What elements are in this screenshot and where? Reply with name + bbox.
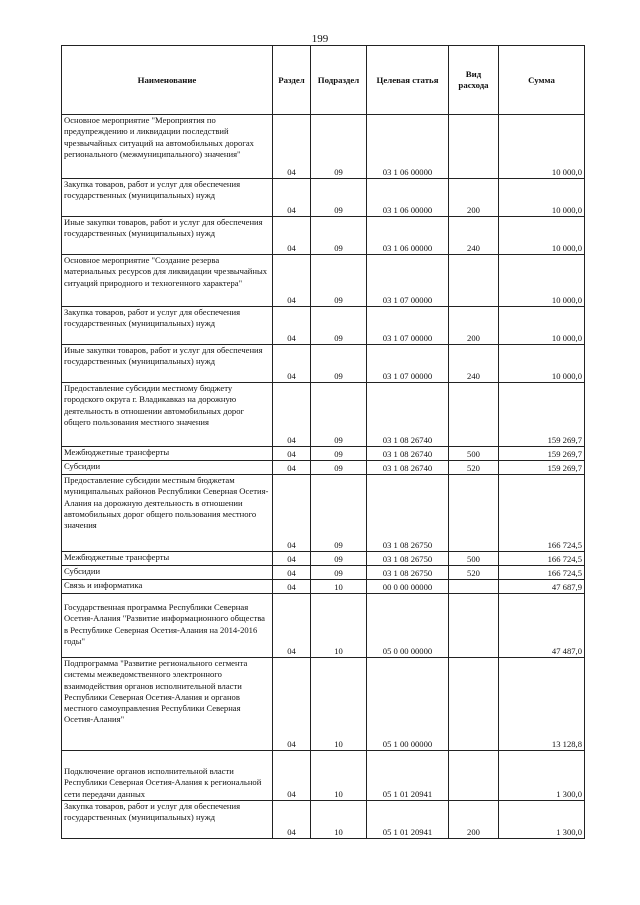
table-header-row bbox=[62, 46, 585, 115]
row-sum: 166 724,5 bbox=[499, 475, 585, 552]
row-type bbox=[449, 594, 499, 658]
row-subsection: 10 bbox=[311, 801, 367, 839]
row-subsection: 09 bbox=[311, 179, 367, 217]
row-section: 04 bbox=[273, 345, 311, 383]
row-name: Субсидии bbox=[62, 566, 273, 580]
row-name: Предоставление субсидии местным бюджетам муниципальных районов Республики Северная Осетия-Алания на дорожную деятельность в отношении автомобильных дорог общего пользования местного значения bbox=[62, 475, 273, 552]
row-subsection: 09 bbox=[311, 447, 367, 461]
row-target: 03 1 08 26740 bbox=[367, 383, 449, 447]
row-type bbox=[449, 751, 499, 801]
table-row bbox=[62, 658, 585, 751]
row-name: Субсидии bbox=[62, 461, 273, 475]
row-target: 03 1 06 00000 bbox=[367, 115, 449, 179]
row-subsection: 09 bbox=[311, 552, 367, 566]
row-type: 500 bbox=[449, 447, 499, 461]
row-sum: 10 000,0 bbox=[499, 179, 585, 217]
table-row bbox=[62, 801, 585, 839]
row-section: 04 bbox=[273, 255, 311, 307]
table-row bbox=[62, 255, 585, 307]
header-sum: Сумма bbox=[499, 46, 585, 115]
row-subsection: 09 bbox=[311, 475, 367, 552]
header-target: Целевая статья bbox=[367, 46, 449, 115]
row-sum: 166 724,5 bbox=[499, 552, 585, 566]
row-subsection: 09 bbox=[311, 307, 367, 345]
row-name: Закупка товаров, работ и услуг для обеспечения государственных (муниципальных) нужд bbox=[62, 179, 273, 217]
table-row bbox=[62, 580, 585, 594]
row-subsection: 10 bbox=[311, 594, 367, 658]
row-sum: 159 269,7 bbox=[499, 461, 585, 475]
row-section: 04 bbox=[273, 115, 311, 179]
row-type bbox=[449, 255, 499, 307]
table-row bbox=[62, 552, 585, 566]
row-subsection: 09 bbox=[311, 461, 367, 475]
row-subsection: 10 bbox=[311, 580, 367, 594]
row-type: 520 bbox=[449, 461, 499, 475]
row-target: 00 0 00 00000 bbox=[367, 580, 449, 594]
table-row bbox=[62, 475, 585, 552]
row-name: Межбюджетные трансферты bbox=[62, 447, 273, 461]
row-target: 03 1 08 26740 bbox=[367, 461, 449, 475]
row-target: 03 1 07 00000 bbox=[367, 255, 449, 307]
row-type bbox=[449, 475, 499, 552]
row-type bbox=[449, 383, 499, 447]
row-target: 03 1 08 26740 bbox=[367, 447, 449, 461]
row-target: 03 1 08 26750 bbox=[367, 552, 449, 566]
row-section: 04 bbox=[273, 552, 311, 566]
row-type: 240 bbox=[449, 217, 499, 255]
row-sum: 159 269,7 bbox=[499, 447, 585, 461]
row-subsection: 09 bbox=[311, 115, 367, 179]
row-target: 03 1 08 26750 bbox=[367, 566, 449, 580]
row-section: 04 bbox=[273, 594, 311, 658]
row-sum: 47 687,9 bbox=[499, 580, 585, 594]
header-section: Раздел bbox=[273, 46, 311, 115]
row-name: Предоставление субсидии местному бюджету городского округа г. Владикавказ на дорожную деятельность в отношении автомобильных дорог общего пользования местного значения bbox=[62, 383, 273, 447]
row-sum: 159 269,7 bbox=[499, 383, 585, 447]
row-section: 04 bbox=[273, 307, 311, 345]
row-target: 03 1 06 00000 bbox=[367, 217, 449, 255]
row-type bbox=[449, 658, 499, 751]
row-type: 200 bbox=[449, 179, 499, 217]
row-sum: 1 300,0 bbox=[499, 751, 585, 801]
row-target: 05 1 01 20941 bbox=[367, 801, 449, 839]
row-type: 240 bbox=[449, 345, 499, 383]
header-name: Наименование bbox=[62, 46, 273, 115]
row-section: 04 bbox=[273, 475, 311, 552]
row-sum: 1 300,0 bbox=[499, 801, 585, 839]
row-subsection: 10 bbox=[311, 658, 367, 751]
table-row bbox=[62, 217, 585, 255]
table-row bbox=[62, 751, 585, 801]
table-row bbox=[62, 447, 585, 461]
row-section: 04 bbox=[273, 461, 311, 475]
table-row bbox=[62, 566, 585, 580]
row-sum: 13 128,8 bbox=[499, 658, 585, 751]
row-sum: 10 000,0 bbox=[499, 115, 585, 179]
row-name: Подключение органов исполнительной власти Республики Северная Осетия-Алания к региональной сети передачи данных bbox=[62, 751, 273, 801]
row-sum: 166 724,5 bbox=[499, 566, 585, 580]
row-sum: 10 000,0 bbox=[499, 307, 585, 345]
row-subsection: 10 bbox=[311, 751, 367, 801]
row-section: 04 bbox=[273, 383, 311, 447]
table-row bbox=[62, 179, 585, 217]
row-target: 03 1 08 26750 bbox=[367, 475, 449, 552]
row-target: 05 1 01 20941 bbox=[367, 751, 449, 801]
header-type: Вид расхода bbox=[449, 46, 499, 115]
row-type bbox=[449, 580, 499, 594]
row-type: 520 bbox=[449, 566, 499, 580]
row-subsection: 09 bbox=[311, 217, 367, 255]
row-type: 200 bbox=[449, 801, 499, 839]
row-section: 04 bbox=[273, 447, 311, 461]
row-name: Государственная программа Республики Северная Осетия-Алания "Развитие информационного общества в Республике Северная Осетия-Алания на 2014-2016 годы" bbox=[62, 594, 273, 658]
page-number: 199 bbox=[311, 33, 329, 45]
row-sum: 10 000,0 bbox=[499, 345, 585, 383]
row-target: 03 1 06 00000 bbox=[367, 179, 449, 217]
row-section: 04 bbox=[273, 751, 311, 801]
row-sum: 10 000,0 bbox=[499, 217, 585, 255]
table-row bbox=[62, 461, 585, 475]
row-target: 05 0 00 00000 bbox=[367, 594, 449, 658]
table-row bbox=[62, 307, 585, 345]
row-subsection: 09 bbox=[311, 566, 367, 580]
row-type: 500 bbox=[449, 552, 499, 566]
row-section: 04 bbox=[273, 580, 311, 594]
table-row bbox=[62, 345, 585, 383]
row-section: 04 bbox=[273, 566, 311, 580]
row-subsection: 09 bbox=[311, 383, 367, 447]
row-name: Иные закупки товаров, работ и услуг для обеспечения государственных (муниципальных) нужд bbox=[62, 345, 273, 383]
row-name: Межбюджетные трансферты bbox=[62, 552, 273, 566]
budget-table bbox=[61, 45, 585, 839]
row-target: 03 1 07 00000 bbox=[367, 345, 449, 383]
row-section: 04 bbox=[273, 658, 311, 751]
row-subsection: 09 bbox=[311, 345, 367, 383]
table-row bbox=[62, 115, 585, 179]
row-section: 04 bbox=[273, 801, 311, 839]
row-section: 04 bbox=[273, 179, 311, 217]
row-type: 200 bbox=[449, 307, 499, 345]
header-subsection: Подраздел bbox=[311, 46, 367, 115]
row-target: 05 1 00 00000 bbox=[367, 658, 449, 751]
row-sum: 47 487,0 bbox=[499, 594, 585, 658]
row-name: Закупка товаров, работ и услуг для обеспечения государственных (муниципальных) нужд bbox=[62, 801, 273, 839]
row-subsection: 09 bbox=[311, 255, 367, 307]
row-name: Связь и информатика bbox=[62, 580, 273, 594]
row-target: 03 1 07 00000 bbox=[367, 307, 449, 345]
row-name: Закупка товаров, работ и услуг для обеспечения государственных (муниципальных) нужд bbox=[62, 307, 273, 345]
table-row bbox=[62, 594, 585, 658]
table-row bbox=[62, 383, 585, 447]
row-name: Иные закупки товаров, работ и услуг для обеспечения государственных (муниципальных) нужд bbox=[62, 217, 273, 255]
row-type bbox=[449, 115, 499, 179]
row-section: 04 bbox=[273, 217, 311, 255]
row-name: Основное мероприятие "Создание резерва материальных ресурсов для ликвидации чрезвычайных ситуаций природного и техногенного характера" bbox=[62, 255, 273, 307]
row-sum: 10 000,0 bbox=[499, 255, 585, 307]
row-name: Основное мероприятие "Мероприятия по предупреждению и ликвидации последствий чрезвычайных ситуаций на автомобильных дорогах регионального (межмуниципального) значения" bbox=[62, 115, 273, 179]
row-name: Подпрограмма "Развитие регионального сегмента системы межведомственного электронного взаимодействия органов исполнительной власти Республики Северная Осетия-Алания и органов местного самоуправления Республики Северная Осетия-Алания" bbox=[62, 658, 273, 751]
